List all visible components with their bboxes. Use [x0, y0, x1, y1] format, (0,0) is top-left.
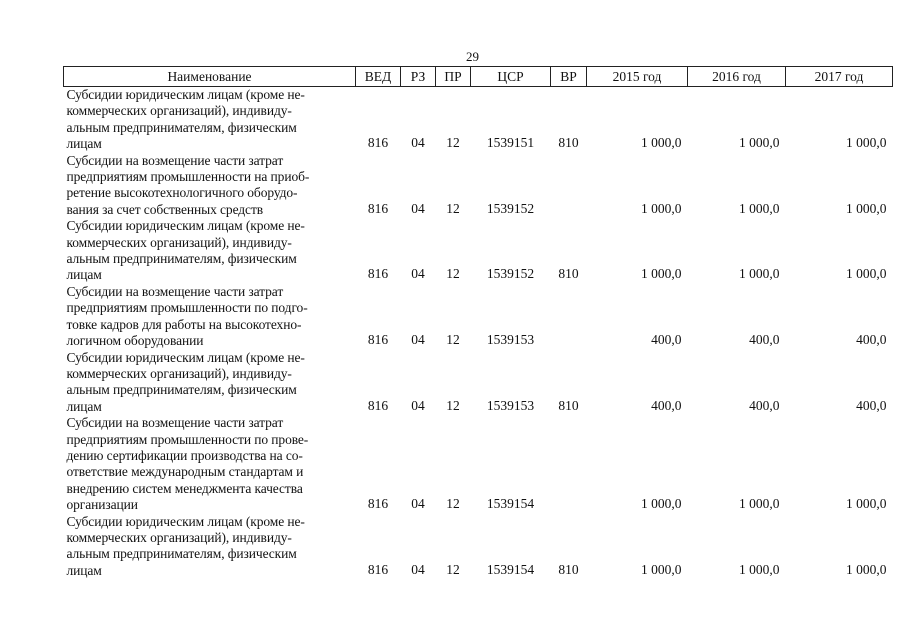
name-line: дению сертификации производства на со-: [66, 447, 303, 463]
cell-rz: 04: [411, 332, 425, 348]
name-line: Субсидии юридическим лицам (кроме не-: [66, 218, 305, 234]
cell-vr: [551, 415, 587, 513]
cell-2017: 1 000,0: [846, 135, 887, 151]
name-line: ретение высокотехнологичного оборудо-: [66, 185, 298, 201]
name-line: логичном оборудовании: [66, 333, 204, 349]
cell-vr: 810: [558, 561, 579, 577]
cell-2015: 1 000,0: [641, 266, 682, 282]
cell-ved: 816: [367, 397, 389, 413]
cell-rz: 04: [411, 135, 425, 151]
cell-2015: 400,0: [651, 332, 682, 348]
cell-2016: 1 000,0: [739, 266, 780, 282]
cell-2016: 1 000,0: [739, 496, 780, 512]
cell-pr: 12: [446, 200, 460, 216]
table-row: [64, 87, 893, 153]
cell-csr: 1539154: [486, 561, 535, 577]
table-row: [64, 514, 893, 580]
header-2015: 2015 год: [587, 67, 688, 87]
cell-name: [64, 415, 356, 513]
cell-vr: 810: [558, 135, 579, 151]
table-row: [64, 284, 893, 350]
cell-rz: 04: [411, 561, 425, 577]
cell-ved: 816: [367, 266, 389, 282]
name-line: Субсидии на возмещение части затрат: [66, 283, 284, 299]
cell-pr: 12: [446, 496, 460, 512]
table-body: [64, 87, 893, 580]
cell-csr: 1539154: [486, 496, 535, 512]
cell-name: [64, 284, 356, 350]
cell-pr: 12: [446, 332, 460, 348]
name-line: вания за счет собственных средств: [66, 201, 264, 217]
cell-2016: 1 000,0: [739, 135, 780, 151]
header-name: Наименование: [64, 67, 356, 87]
cell-2015: 1 000,0: [641, 135, 682, 151]
cell-pr: 12: [446, 135, 460, 151]
cell-ved: 816: [367, 561, 389, 577]
cell-vr: [551, 284, 587, 350]
header-ved: ВЕД: [356, 67, 401, 87]
name-line: лицам: [66, 136, 102, 152]
name-line: предприятиям промышленности на приоб-: [66, 169, 310, 185]
cell-vr: [551, 153, 587, 219]
cell-ved: 816: [367, 496, 389, 512]
name-line: лицам: [66, 398, 102, 414]
header-row: [64, 67, 893, 87]
cell-name: [64, 350, 356, 416]
cell-rz: 04: [411, 266, 425, 282]
cell-pr: 12: [446, 266, 460, 282]
header-2017: 2017 год: [786, 67, 893, 87]
cell-2015: 1 000,0: [641, 561, 682, 577]
cell-ved: 816: [367, 200, 389, 216]
cell-2017: 1 000,0: [846, 266, 887, 282]
name-line: альным предпринимателям, физическим: [66, 251, 297, 267]
cell-csr: 1539151: [486, 135, 535, 151]
cell-ved: 816: [367, 332, 389, 348]
table-row: [64, 218, 893, 284]
name-line: организации: [66, 497, 138, 513]
cell-csr: 1539152: [486, 266, 535, 282]
cell-name: [64, 153, 356, 219]
name-line: лицам: [66, 562, 102, 578]
name-line: предприятиям промышленности по прове-: [66, 431, 309, 447]
cell-pr: 12: [446, 561, 460, 577]
cell-ved: 816: [367, 135, 389, 151]
table-row: [64, 153, 893, 219]
name-line: альным предпринимателям, физическим: [66, 119, 297, 135]
name-line: альным предпринимателям, физическим: [66, 546, 297, 562]
name-line: коммерческих организаций), индивиду-: [66, 234, 292, 250]
cell-2016: 1 000,0: [739, 200, 780, 216]
name-line: товке кадров для работы на высокотехно-: [66, 316, 302, 332]
cell-2017: 400,0: [856, 397, 887, 413]
header-csr: ЦСР: [471, 67, 551, 87]
name-line: лицам: [66, 267, 102, 283]
cell-2015: 400,0: [651, 397, 682, 413]
name-line: коммерческих организаций), индивиду-: [66, 365, 292, 381]
name-line: Субсидии юридическим лицам (кроме не-: [66, 349, 305, 365]
budget-table: [63, 66, 893, 579]
name-line: Субсидии юридическим лицам (кроме не-: [66, 513, 305, 529]
cell-2016: 1 000,0: [739, 561, 780, 577]
cell-name: [64, 218, 356, 284]
header-vr: ВР: [551, 67, 587, 87]
name-line: Субсидии на возмещение части затрат: [66, 152, 284, 168]
cell-2017: 1 000,0: [846, 496, 887, 512]
header-2016: 2016 год: [688, 67, 786, 87]
cell-rz: 04: [411, 200, 425, 216]
cell-rz: 04: [411, 496, 425, 512]
cell-2015: 1 000,0: [641, 200, 682, 216]
cell-name: [64, 87, 356, 153]
cell-2017: 1 000,0: [846, 561, 887, 577]
name-line: коммерческих организаций), индивиду-: [66, 103, 292, 119]
name-line: Субсидии юридическим лицам (кроме не-: [66, 87, 305, 102]
table-row: [64, 350, 893, 416]
cell-pr: 12: [446, 397, 460, 413]
cell-csr: 1539153: [486, 332, 535, 348]
cell-2016: 400,0: [749, 397, 780, 413]
cell-csr: 1539152: [486, 200, 535, 216]
header-rz: РЗ: [401, 67, 436, 87]
cell-vr: 810: [558, 266, 579, 282]
name-line: коммерческих организаций), индивиду-: [66, 529, 292, 545]
page-number: 29: [466, 49, 479, 64]
cell-2015: 1 000,0: [641, 496, 682, 512]
cell-2017: 400,0: [856, 332, 887, 348]
name-line: ответствие международным стандартам и: [66, 464, 304, 480]
cell-2017: 1 000,0: [846, 200, 887, 216]
cell-name: [64, 514, 356, 580]
name-line: Субсидии на возмещение части затрат: [66, 415, 284, 431]
name-line: внедрению систем менеджмента качества: [66, 480, 303, 496]
cell-csr: 1539153: [486, 397, 535, 413]
name-line: предприятиям промышленности по подго-: [66, 300, 308, 316]
cell-rz: 04: [411, 397, 425, 413]
table-row: [64, 415, 893, 513]
name-line: альным предпринимателям, физическим: [66, 382, 297, 398]
cell-vr: 810: [558, 397, 579, 413]
cell-2016: 400,0: [749, 332, 780, 348]
header-pr: ПР: [436, 67, 471, 87]
